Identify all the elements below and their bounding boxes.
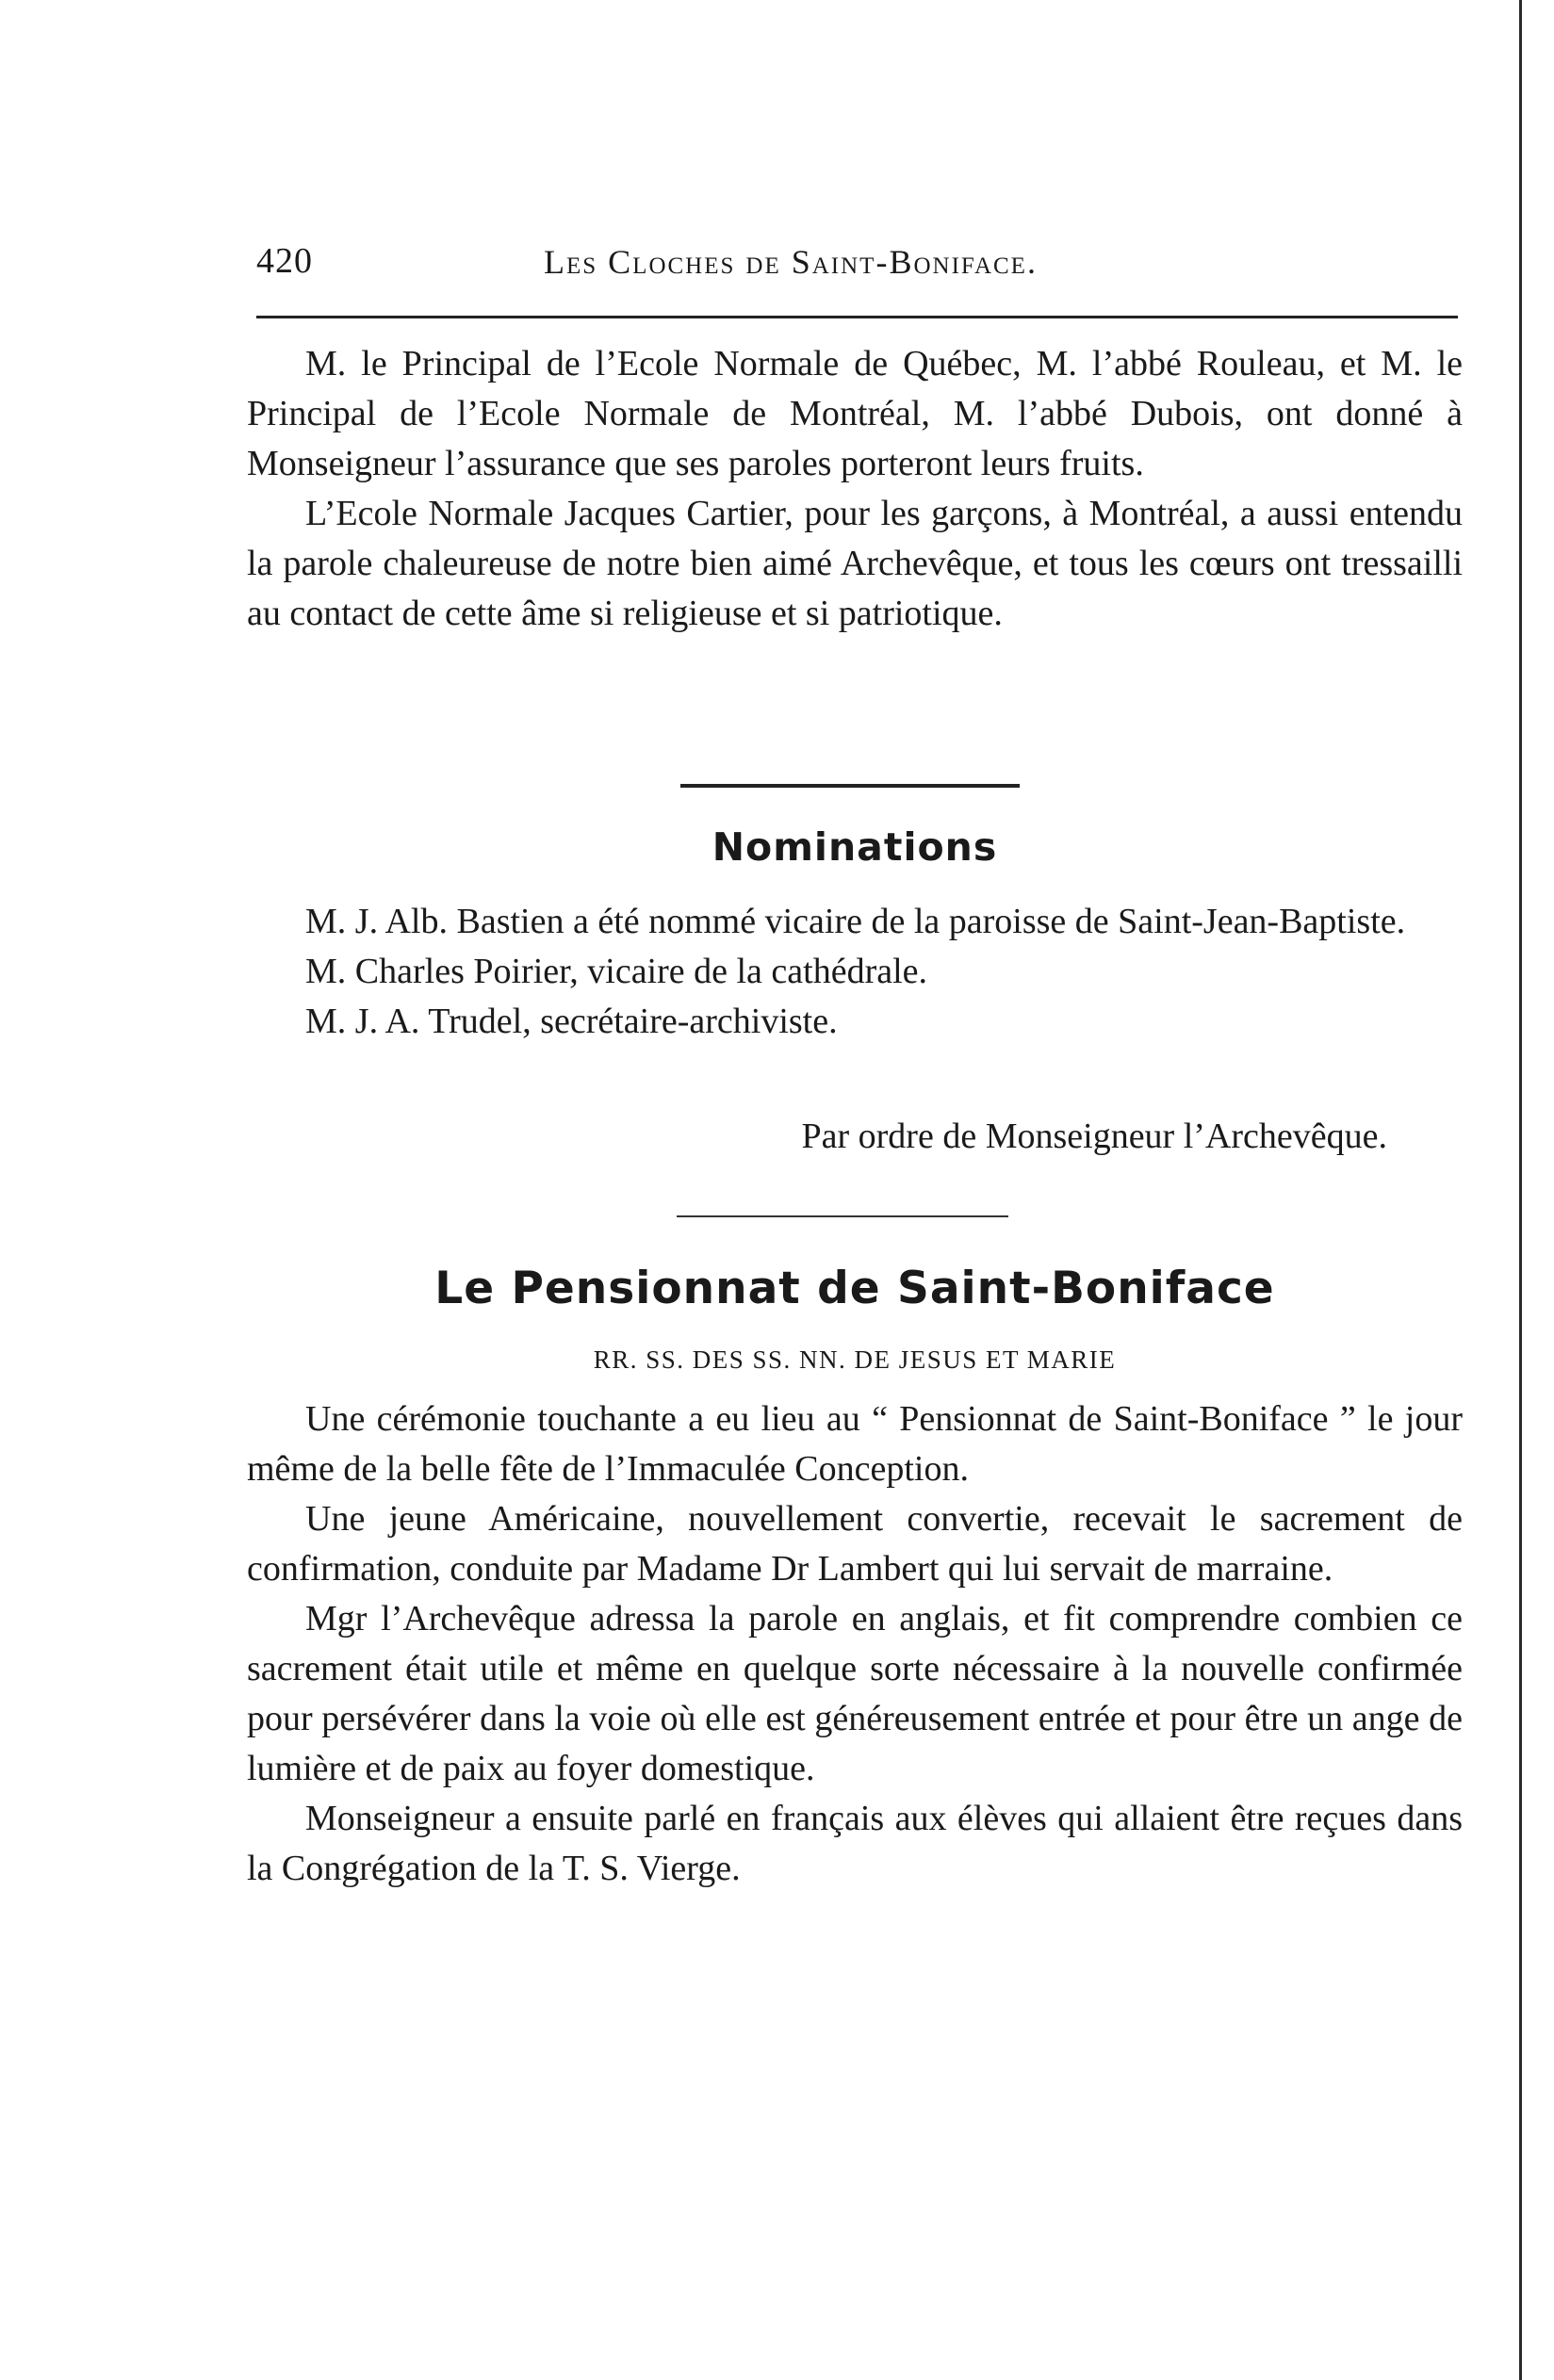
paragraph: M. le Principal de l’Ecole Normale de Québec, M. l’abbé Rouleau, et M. le Principal de l’Ecole Normale de Montréal, M. l’abbé Dubois, ont donné à Monseigneur l’assurance que ses paroles porteront leurs fruits. <box>247 344 1463 483</box>
pensionnat-subheading: RR. SS. DES SS. NN. DE JESUS ET MARIE <box>593 1345 1117 1374</box>
pensionnat-heading: Le Pensionnat de Saint-Boniface <box>434 1263 1275 1314</box>
section-divider <box>677 1215 1008 1217</box>
pensionnat-section <box>247 1394 1463 1894</box>
paragraph: M. J. Alb. Bastien a été nommé vicaire de la paroisse de Saint-Jean-Baptiste. <box>305 902 1406 941</box>
signature-line: Par ordre de Monseigneur l’Archevêque. <box>801 1117 1387 1156</box>
page-number: 420 <box>256 241 313 281</box>
nominations-heading: Nominations <box>712 824 998 870</box>
paragraph: Une cérémonie touchante a eu lieu au “ Pensionnat de Saint-Boniface ” le jour même de la belle fête de l’Immaculée Conception. <box>247 1399 1463 1489</box>
header-rule <box>256 316 1458 318</box>
paragraph: L’Ecole Normale Jacques Cartier, pour les garçons, à Montréal, a aussi entendu la parole chaleureuse de notre bien aimé Archevêque, et tous les cœurs ont tressailli au contact de cette âme si religieuse et si patriotique. <box>247 494 1463 633</box>
paragraph: Mgr l’Archevêque adressa la parole en anglais, et fit comprendre combien ce sacrement était utile et même en quelque sorte nécessaire à la nouvelle confirmée pour persévérer dans la voie où elle est généreusement entrée et pour être un ange de lumière et de paix au foyer domestique. <box>247 1599 1463 1788</box>
paragraph: M. Charles Poirier, vicaire de la cathédrale. <box>305 952 928 991</box>
section-divider <box>680 784 1020 788</box>
paragraph: Une jeune Américaine, nouvellement convertie, recevait le sacrement de confirmation, conduite par Madame Dr Lambert qui lui servait de marraine. <box>247 1499 1463 1589</box>
page-edge-line <box>1519 0 1522 2380</box>
running-title: Les Cloches de Saint-Boniface. <box>544 243 1038 281</box>
intro-section <box>247 339 1463 639</box>
paragraph: Monseigneur a ensuite parlé en français aux élèves qui allaient être reçues dans la Congrégation de la T. S. Vierge. <box>247 1799 1463 1888</box>
running-header <box>256 240 1472 297</box>
paragraph: M. J. A. Trudel, secrétaire-archiviste. <box>305 1002 838 1041</box>
nominations-section <box>247 897 1463 1047</box>
